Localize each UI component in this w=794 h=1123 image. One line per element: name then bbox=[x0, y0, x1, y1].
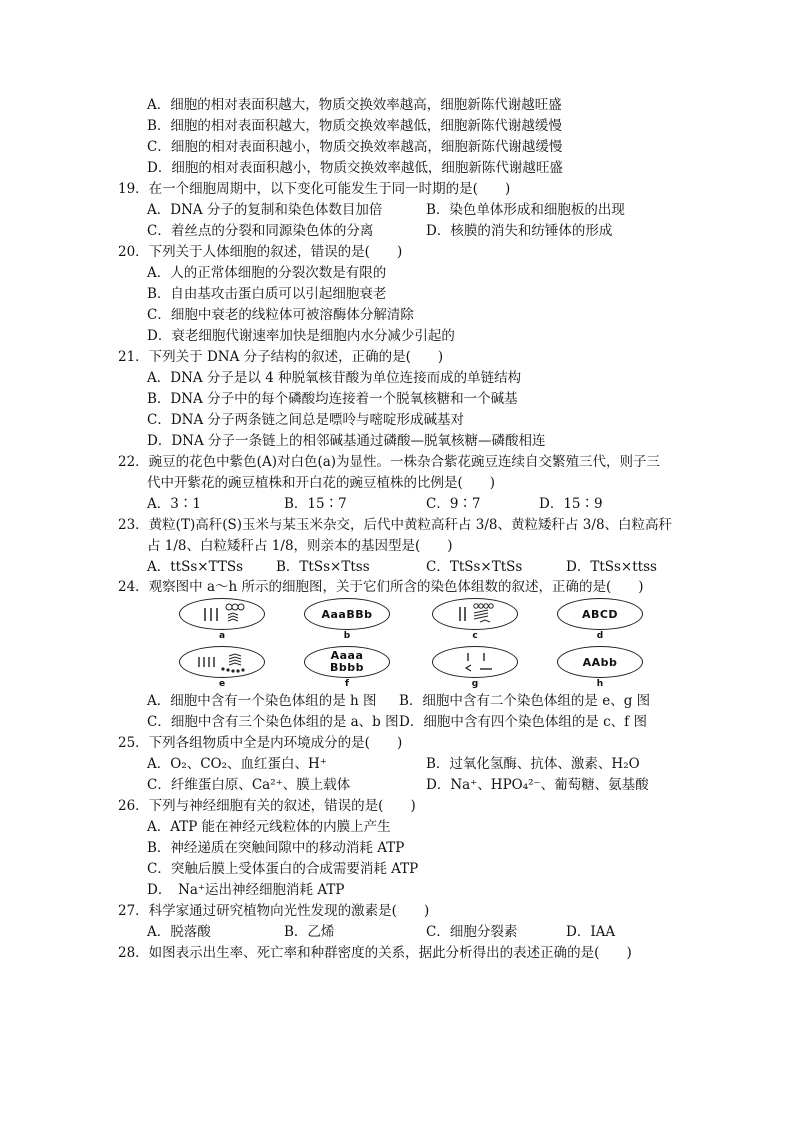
q26-option-a: A．ATP 能在神经元线粒体的内膜上产生 bbox=[147, 819, 391, 835]
q26-stem: 26．下列与神经细胞有关的叙述，错误的是( ) bbox=[118, 798, 416, 814]
chromosome-icon bbox=[440, 650, 510, 674]
cell-e bbox=[179, 646, 265, 678]
cell-e-label: e bbox=[218, 679, 226, 689]
chromosome-icon bbox=[185, 650, 259, 674]
q25-option-c: C．纤维蛋白原、Ca²⁺、膜上载体 bbox=[147, 777, 351, 793]
q27-stem: 27．科学家通过研究植物向光性发现的激素是( ) bbox=[118, 903, 430, 919]
q23-stem-line1: 23．黄粒(T)高秆(S)玉米与某玉米杂交，后代中黄粒高秆占 3/8、黄粒矮秆占 3/8、白粒高秆 bbox=[118, 517, 673, 533]
cell-h bbox=[557, 646, 643, 678]
q19-option-c: C．着丝点的分裂和同源染色体的分离 bbox=[147, 223, 374, 239]
q18-option-b: B．细胞的相对表面积越大，物质交换效率越低，细胞新陈代谢越缓慢 bbox=[147, 118, 562, 134]
q18-option-c: C．细胞的相对表面积越小，物质交换效率越高，细胞新陈代谢越缓慢 bbox=[147, 139, 563, 155]
q25-option-d: D．Na⁺、HPO₄²⁻、葡萄糖、氨基酸 bbox=[426, 777, 649, 793]
q19-option-b: B．染色单体形成和细胞板的出现 bbox=[426, 202, 625, 218]
q20-option-b: B．自由基攻击蛋白质可以引起细胞衰老 bbox=[147, 286, 387, 302]
q22-option-b: B．15∶7 bbox=[284, 496, 347, 512]
q22-option-d: D．15∶9 bbox=[539, 496, 603, 512]
q26-option-d: D． Na⁺运出神经细胞消耗 ATP bbox=[147, 882, 345, 898]
q19-stem: 19．在一个细胞周期中，以下变化可能发生于同一时期的是( ) bbox=[118, 181, 511, 197]
q19-option-d: D．核膜的消失和纺锤体的形成 bbox=[426, 223, 613, 239]
q24-option-c: C．细胞中含有三个染色体组的是 a、b 图 bbox=[147, 714, 399, 730]
q18-option-d: D．细胞的相对表面积越小，物质交换效率越低，细胞新陈代谢越旺盛 bbox=[147, 160, 563, 176]
cell-f-label: f bbox=[345, 679, 349, 689]
chromosome-icon bbox=[440, 602, 510, 626]
q23-option-b: B．TtSs×Ttss bbox=[276, 559, 370, 575]
q23-option-a: A．ttSs×TTSs bbox=[147, 559, 244, 575]
cell-f-genotype-line2: Bbbb bbox=[329, 661, 364, 674]
q24-option-d: D．细胞中含有四个染色体组的是 c、f 图 bbox=[399, 714, 647, 730]
q27-option-a: A．脱落酸 bbox=[147, 924, 211, 940]
q20-option-c: C．细胞中衰老的线粒体可被溶酶体分解清除 bbox=[147, 307, 414, 323]
cell-h-genotype: AAbb bbox=[582, 655, 618, 669]
cell-h-label: h bbox=[596, 679, 604, 689]
chromosome-icon bbox=[187, 602, 257, 626]
q22-stem-line2: 代中开紫花的豌豆植株和开白花的豌豆植株的比例是( ) bbox=[147, 475, 496, 491]
q24-option-b: B．细胞中含有二个染色体组的是 e、g 图 bbox=[399, 693, 651, 709]
q19-option-a: A．DNA 分子的复制和染色体数目加倍 bbox=[147, 202, 383, 218]
cell-g bbox=[432, 646, 518, 678]
cell-d bbox=[557, 598, 643, 630]
q28-stem: 28．如图表示出生率、死亡率和种群密度的关系，据此分析得出的表述正确的是( ) bbox=[118, 945, 632, 961]
q21-option-c: C．DNA 分子两条链之间总是嘌呤与嘧啶形成碱基对 bbox=[147, 412, 465, 428]
cell-c bbox=[432, 598, 518, 630]
cell-a-label: a bbox=[218, 631, 226, 641]
cell-c-label: c bbox=[472, 631, 478, 641]
cell-b-label: b bbox=[343, 631, 351, 641]
q22-stem-line1: 22．豌豆的花色中紫色(A)对白色(a)为显性。一株杂合紫花豌豆连续自交繁殖三代，则子三 bbox=[118, 454, 661, 470]
q25-stem: 25．下列各组物质中全是内环境成分的是( ) bbox=[118, 735, 403, 751]
q27-option-d: D．IAA bbox=[566, 924, 616, 940]
q27-option-b: B．乙烯 bbox=[284, 924, 335, 940]
q25-option-b: B．过氧化氢酶、抗体、激素、H₂O bbox=[426, 756, 640, 772]
cell-b-genotype: AaaBBb bbox=[321, 607, 373, 621]
q21-option-b: B．DNA 分子中的每个磷酸均连接着一个脱氧核糖和一个碱基 bbox=[147, 391, 518, 407]
q21-stem: 21．下列关于 DNA 分子结构的叙述，正确的是( ) bbox=[118, 349, 444, 365]
cell-f bbox=[304, 646, 390, 678]
q26-option-c: C．突触后膜上受体蛋白的合成需要消耗 ATP bbox=[147, 861, 419, 877]
q23-option-d: D．TtSs×ttss bbox=[566, 559, 657, 575]
q25-option-a: A．O₂、CO₂、血红蛋白、H⁺ bbox=[147, 756, 327, 772]
cell-f-genotype-line1: Aaaa bbox=[330, 649, 364, 662]
cell-d-genotype: ABCD bbox=[581, 607, 619, 621]
cell-b bbox=[304, 598, 390, 630]
q18-option-a: A．细胞的相对表面积越大，物质交换效率越高，细胞新陈代谢越旺盛 bbox=[147, 97, 562, 113]
cell-g-label: g bbox=[471, 679, 479, 689]
q20-option-d: D．衰老细胞代谢速率加快是细胞内水分减少引起的 bbox=[147, 328, 455, 344]
q26-option-b: B．神经递质在突触间隙中的移动消耗 ATP bbox=[147, 840, 405, 856]
q23-option-c: C．TtSs×TtSs bbox=[426, 559, 523, 575]
q22-option-c: C．9∶7 bbox=[426, 496, 481, 512]
q22-option-a: A．3∶1 bbox=[147, 496, 201, 512]
q23-stem-line2: 占 1/8、白粒矮秆占 1/8，则亲本的基因型是( ) bbox=[147, 538, 453, 554]
q20-stem: 20．下列关于人体细胞的叙述，错误的是( ) bbox=[118, 244, 403, 260]
q27-option-c: C．细胞分裂素 bbox=[426, 924, 518, 940]
q20-option-a: A．人的正常体细胞的分裂次数是有限的 bbox=[147, 265, 387, 281]
q21-option-a: A．DNA 分子是以 4 种脱氧核苷酸为单位连接而成的单链结构 bbox=[147, 370, 522, 386]
q24-stem: 24．观察图中 a～h 所示的细胞图，关于它们所含的染色体组数的叙述，正确的是( ) bbox=[118, 579, 644, 595]
q21-option-d: D．DNA 分子一条链上的相邻碱基通过磷酸—脱氧核糖—磷酸相连 bbox=[147, 433, 546, 449]
cell-a bbox=[179, 598, 265, 630]
q24-option-a: A．细胞中含有一个染色体组的是 h 图 bbox=[147, 693, 377, 709]
cell-d-label: d bbox=[596, 631, 604, 641]
